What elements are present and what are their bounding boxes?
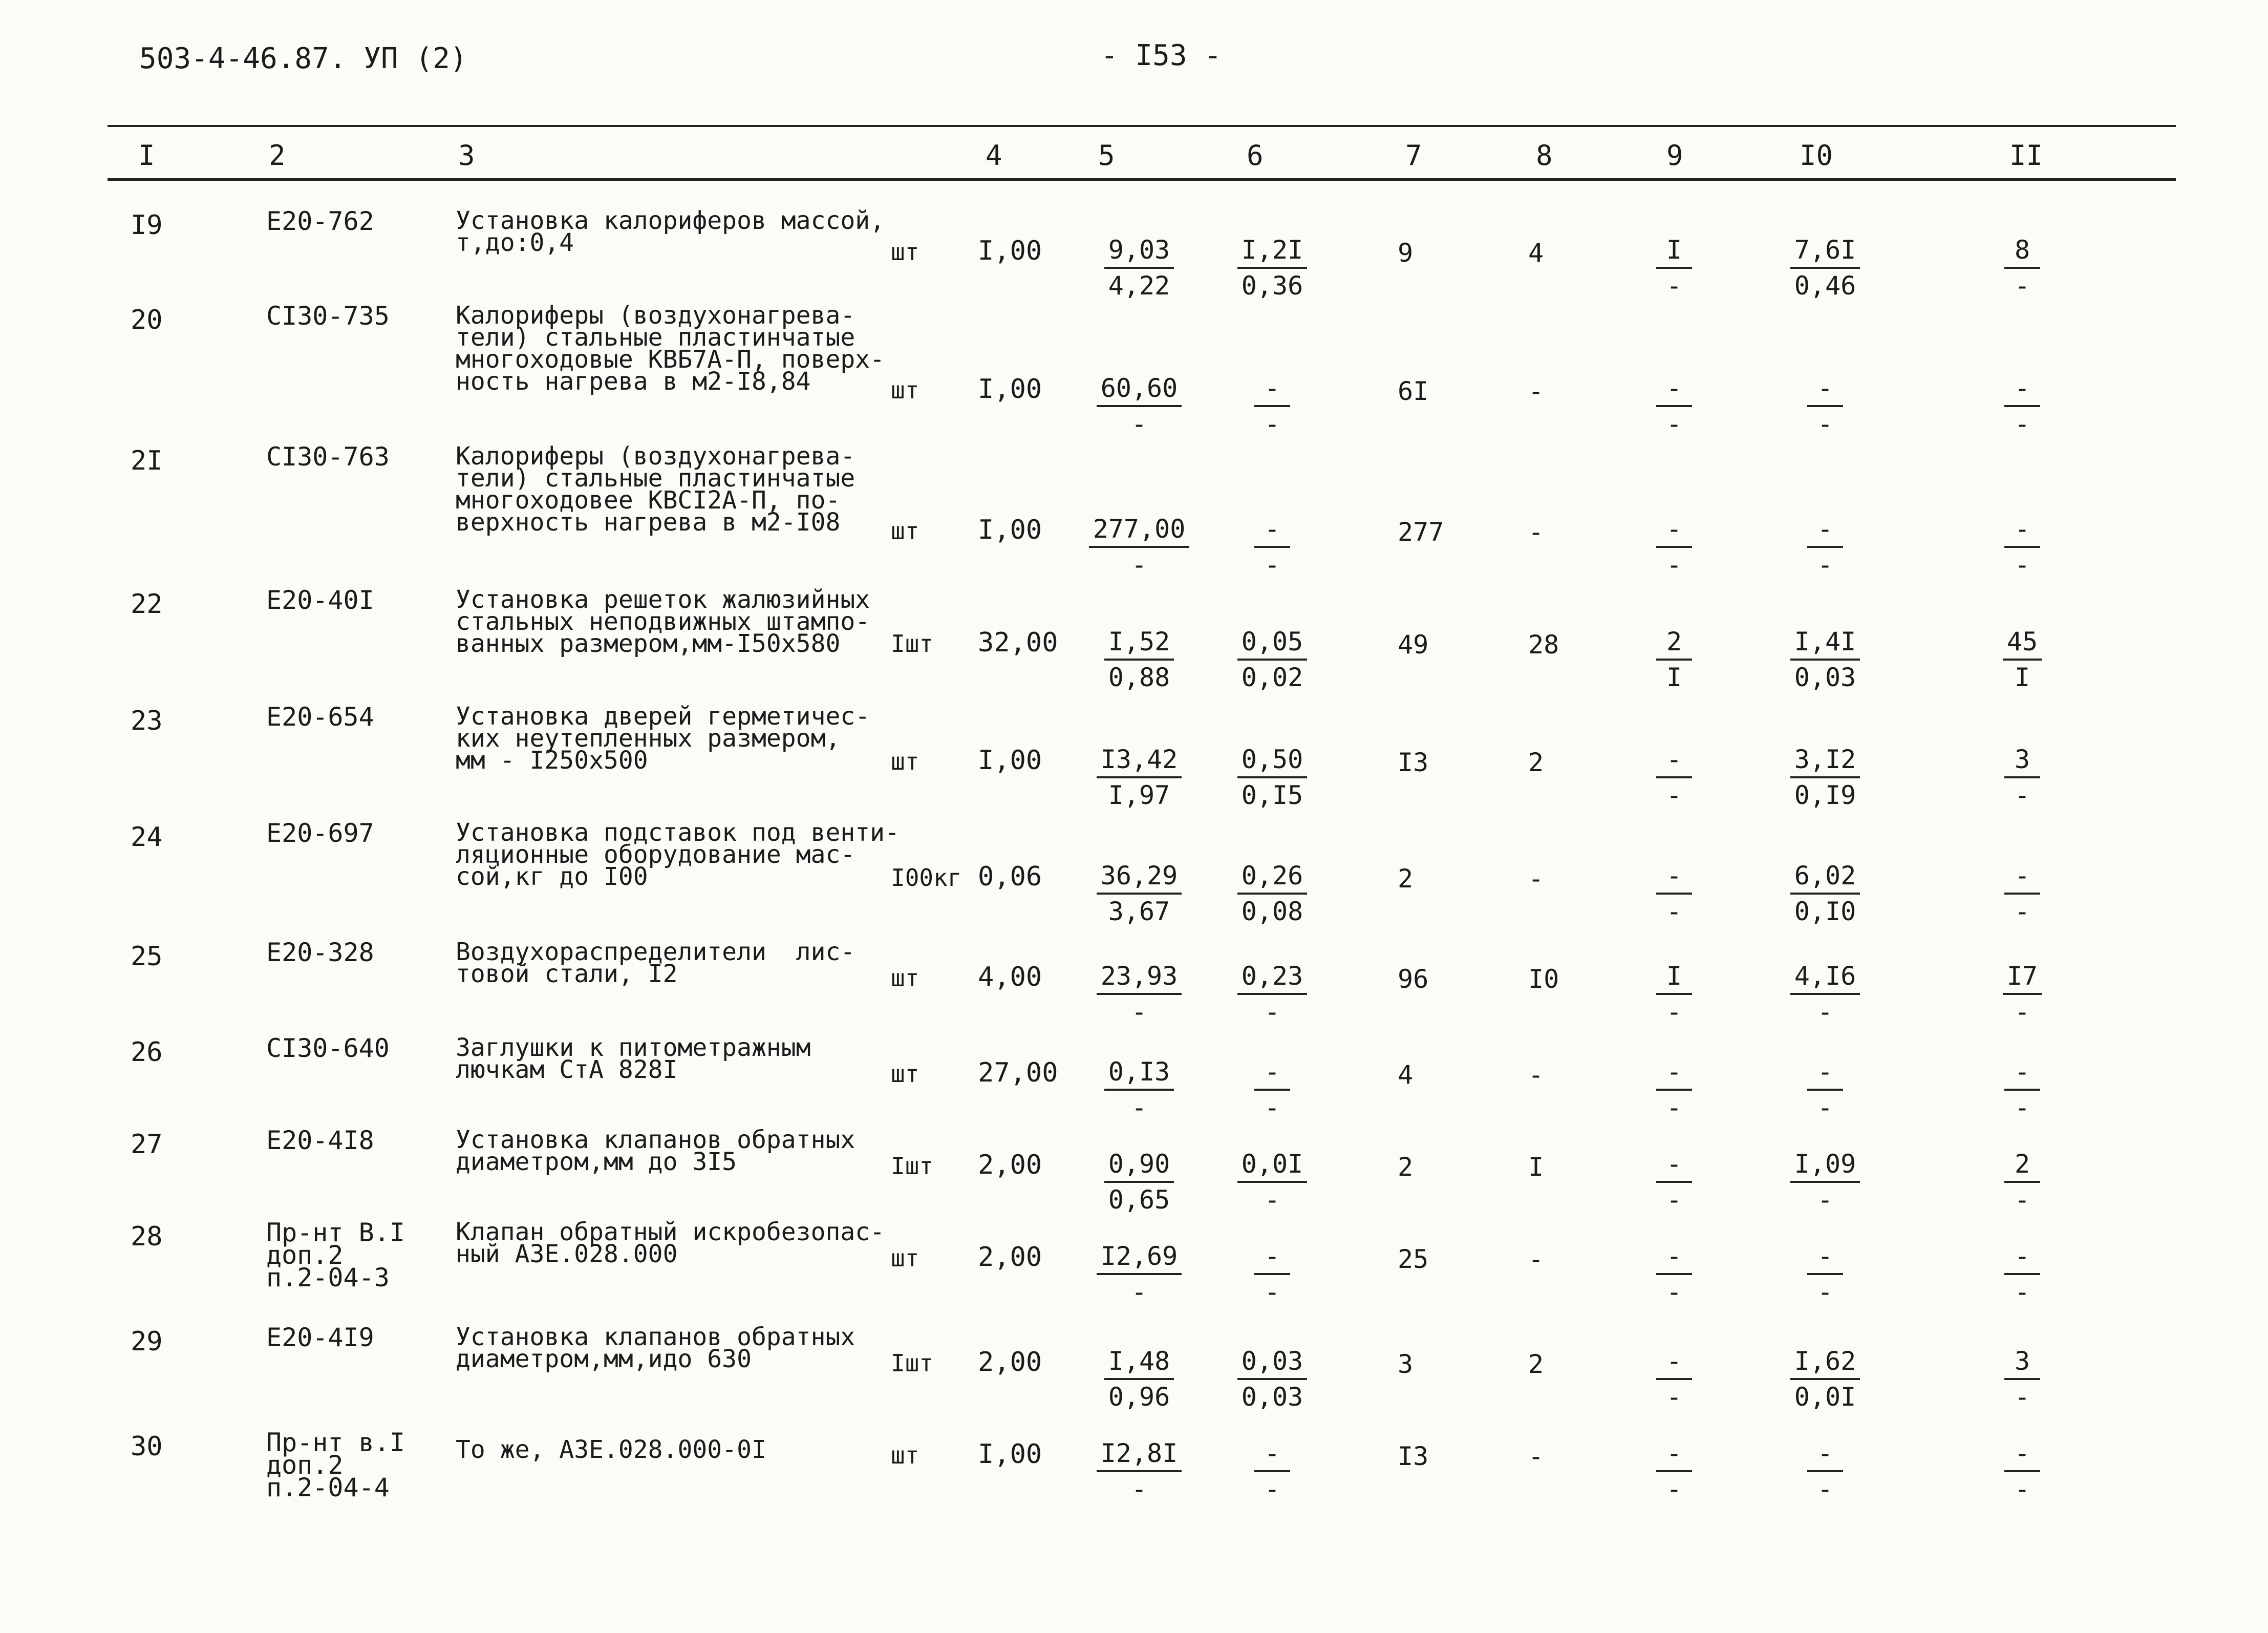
price-code: Пр-нт В.I доп.2 п.2-04-3 bbox=[266, 1218, 405, 1292]
col9-value: I - bbox=[1654, 233, 1695, 303]
col6-value: - - bbox=[1234, 371, 1311, 441]
col8-value: - bbox=[1528, 1244, 1544, 1274]
col6-value: $\frac{I,2I}{0,36}$ bbox=[1234, 233, 1311, 303]
col9-value: - - bbox=[1654, 371, 1695, 441]
col5-value: $\frac{I3,42}{I,97}$ bbox=[1088, 743, 1190, 812]
row-number: 27 bbox=[131, 1129, 163, 1160]
column-header-6: 6 bbox=[1247, 139, 1264, 172]
col9-value: - - bbox=[1654, 512, 1695, 582]
col11-value: - - bbox=[1997, 1055, 2048, 1125]
column-header-2: 2 bbox=[269, 139, 286, 172]
col5-value: $\frac{0,90}{0,65}$ bbox=[1088, 1147, 1190, 1217]
col7-value: I3 bbox=[1398, 1441, 1429, 1471]
col6-value: $\frac{0,03}{0,03}$ bbox=[1234, 1344, 1311, 1414]
col7-value: 49 bbox=[1398, 630, 1429, 660]
col11-value: I7 - bbox=[1997, 959, 2048, 1029]
work-description: То же, АЗЕ.028.000-0I bbox=[456, 1435, 766, 1464]
price-code: Е20-4I9 bbox=[266, 1323, 374, 1352]
work-description: Калориферы (воздухонагрева- тели) стальные пластинчатые многоходовее КВСI2А-П, по- верхность нагрева в м2-I08 bbox=[456, 442, 855, 537]
document-code: 503-4-46.87. УП (2) bbox=[139, 42, 467, 75]
row-number: 2I bbox=[131, 446, 163, 476]
col8-value: 2 bbox=[1528, 748, 1544, 777]
unit: I00кг bbox=[891, 864, 962, 892]
price-code: СI30-763 bbox=[266, 442, 390, 472]
col9-value: - - bbox=[1654, 859, 1695, 928]
unit: Iшт bbox=[891, 1349, 934, 1377]
col7-value: 4 bbox=[1398, 1060, 1414, 1090]
price-code: Е20-328 bbox=[266, 938, 374, 967]
col11-value: - - bbox=[1997, 859, 2048, 928]
work-description: Установка решеток жалюзийных стальных неподвижных штампо- ванных размером,мм-I50х580 bbox=[456, 585, 870, 658]
col8-value: - bbox=[1528, 517, 1544, 547]
col6-value: - - bbox=[1234, 1055, 1311, 1125]
row-number: 28 bbox=[131, 1221, 163, 1252]
column-header-7: 7 bbox=[1405, 139, 1422, 172]
col10-value: $\frac{6,02}{0,I0}$ bbox=[1782, 859, 1869, 928]
work-description: Воздухораспределители лис- товой стали, I2 bbox=[456, 938, 855, 988]
col10-value: $\frac{I,4I}{0,03}$ bbox=[1782, 625, 1869, 694]
col6-value: $\frac{0,05}{0,02}$ bbox=[1234, 625, 1311, 694]
column-header-4: 4 bbox=[986, 139, 1002, 172]
quantity: 32,00 bbox=[978, 627, 1058, 658]
table-row bbox=[0, 1033, 2268, 1139]
row-number: 22 bbox=[131, 589, 163, 620]
col6-value: 0,23 - bbox=[1234, 959, 1311, 1029]
price-code: Е20-697 bbox=[266, 818, 374, 848]
col11-value: - - bbox=[1997, 512, 2048, 582]
col7-value: 3 bbox=[1398, 1349, 1414, 1379]
quantity: I,00 bbox=[978, 1439, 1042, 1470]
table-row bbox=[0, 1428, 2268, 1534]
unit: шт bbox=[891, 1244, 919, 1272]
quantity: 2,00 bbox=[978, 1242, 1042, 1273]
col8-value: I bbox=[1528, 1152, 1544, 1182]
col8-value: - bbox=[1528, 864, 1544, 894]
col5-value: 23,93 - bbox=[1088, 959, 1190, 1029]
unit: Iшт bbox=[891, 630, 934, 658]
table-row bbox=[0, 206, 2268, 312]
unit: Iшт bbox=[891, 1152, 934, 1180]
unit: шт bbox=[891, 376, 919, 404]
table-row bbox=[0, 301, 2268, 439]
header-rule bbox=[108, 178, 2176, 181]
column-header-5: 5 bbox=[1098, 139, 1115, 172]
table-row bbox=[0, 818, 2268, 926]
col9-value: - - bbox=[1654, 743, 1695, 812]
table-row bbox=[0, 585, 2268, 692]
col11-value: 3 - bbox=[1997, 1344, 2048, 1414]
table-row bbox=[0, 938, 2268, 1044]
col8-value: 28 bbox=[1528, 630, 1559, 660]
col8-value: 4 bbox=[1528, 238, 1544, 268]
col5-value: $\frac{I,48}{0,96}$ bbox=[1088, 1344, 1190, 1414]
col11-value: - - bbox=[1997, 1239, 2048, 1309]
col6-value: $\frac{0,26}{0,08}$ bbox=[1234, 859, 1311, 928]
col9-value: - - bbox=[1654, 1436, 1695, 1506]
col5-value: I2,69 - bbox=[1088, 1239, 1190, 1309]
col10-value: $\frac{3,I2}{0,I9}$ bbox=[1782, 743, 1869, 812]
col11-value: 3 - bbox=[1997, 743, 2048, 812]
quantity: I,00 bbox=[978, 515, 1042, 545]
table-row bbox=[0, 1323, 2268, 1429]
col8-value: - bbox=[1528, 1441, 1544, 1471]
col7-value: 277 bbox=[1398, 517, 1444, 547]
price-code: Е20-654 bbox=[266, 702, 374, 732]
col8-value: - bbox=[1528, 1060, 1544, 1090]
row-number: 25 bbox=[131, 941, 163, 972]
col10-value: - - bbox=[1782, 512, 1869, 582]
col5-value: I2,8I - bbox=[1088, 1436, 1190, 1506]
quantity: I,00 bbox=[978, 745, 1042, 776]
col6-value: 0,0I - bbox=[1234, 1147, 1311, 1217]
col9-value: - - bbox=[1654, 1344, 1695, 1414]
col7-value: 25 bbox=[1398, 1244, 1429, 1274]
work-description: Установка калориферов массой, т,до:0,4 bbox=[456, 206, 885, 257]
top-rule bbox=[108, 125, 2176, 127]
column-header-9: 9 bbox=[1666, 139, 1683, 172]
work-description: Установка дверей герметичес- ких неутепленных размером, мм - I250х500 bbox=[456, 702, 870, 775]
quantity: 4,00 bbox=[978, 962, 1042, 992]
unit: шт bbox=[891, 1060, 919, 1088]
col5-value: 0,I3 - bbox=[1088, 1055, 1190, 1125]
column-header-11: II bbox=[2009, 139, 2043, 172]
price-code: Е20-40I bbox=[266, 585, 374, 615]
col7-value: I3 bbox=[1398, 748, 1429, 777]
price-code: Е20-762 bbox=[266, 206, 374, 236]
col7-value: 9 bbox=[1398, 238, 1414, 268]
col10-value: - - bbox=[1782, 1239, 1869, 1309]
row-number: I9 bbox=[131, 210, 163, 241]
row-number: 23 bbox=[131, 706, 163, 736]
col5-value: 60,60 - bbox=[1088, 371, 1190, 441]
col11-value: 2 - bbox=[1997, 1147, 2048, 1217]
col8-value: 2 bbox=[1528, 1349, 1544, 1379]
unit: шт bbox=[891, 964, 919, 992]
col10-value: 4,I6 - bbox=[1782, 959, 1869, 1029]
col10-value: I,09 - bbox=[1782, 1147, 1869, 1217]
col10-value: $\frac{7,6I}{0,46}$ bbox=[1782, 233, 1869, 303]
unit: шт bbox=[891, 238, 919, 266]
work-description: Калориферы (воздухонагрева- тели) стальные пластинчатые многоходовые КВБ7А-П, поверх- ность нагрева в м2-I8,84 bbox=[456, 301, 885, 396]
work-description: Клапан обратный искробезопас- ный АЗЕ.028.000 bbox=[456, 1218, 885, 1268]
quantity: 27,00 bbox=[978, 1057, 1058, 1088]
unit: шт bbox=[891, 517, 919, 545]
table-row bbox=[0, 442, 2268, 580]
col10-value: - - bbox=[1782, 1436, 1869, 1506]
col6-value: - - bbox=[1234, 512, 1311, 582]
quantity: I,00 bbox=[978, 236, 1042, 266]
col10-value: $\frac{I,62}{0,0I}$ bbox=[1782, 1344, 1869, 1414]
col11-value: 8 - bbox=[1997, 233, 2048, 303]
col9-value: - - bbox=[1654, 1055, 1695, 1125]
work-description: Установка подставок под венти- ляционные оборудование мас- сой,кг до I00 bbox=[456, 818, 900, 891]
column-header-10: I0 bbox=[1800, 139, 1833, 172]
price-code: Е20-4I8 bbox=[266, 1126, 374, 1155]
row-number: 24 bbox=[131, 822, 163, 853]
table-row bbox=[0, 1218, 2268, 1324]
work-description: Установка клапанов обратных диаметром,мм до 3I5 bbox=[456, 1126, 855, 1176]
quantity: 0,06 bbox=[978, 861, 1042, 892]
quantity: I,00 bbox=[978, 374, 1042, 405]
col5-value: 277,00 - bbox=[1088, 512, 1190, 582]
row-number: 30 bbox=[131, 1431, 163, 1462]
col5-value: $\frac{I,52}{0,88}$ bbox=[1088, 625, 1190, 694]
work-description: Установка клапанов обратных диаметром,мм,идо 630 bbox=[456, 1323, 855, 1373]
col11-value: - - bbox=[1997, 371, 2048, 441]
table-row bbox=[0, 702, 2268, 810]
row-number: 29 bbox=[131, 1326, 163, 1357]
unit: шт bbox=[891, 748, 919, 775]
col11-value: - - bbox=[1997, 1436, 2048, 1506]
col10-value: - - bbox=[1782, 371, 1869, 441]
col7-value: 96 bbox=[1398, 964, 1429, 994]
col9-value: - - bbox=[1654, 1239, 1695, 1309]
page-number: - I53 - bbox=[1101, 39, 1222, 72]
price-code: Пр-нт в.I доп.2 п.2-04-4 bbox=[266, 1428, 405, 1502]
col8-value: - bbox=[1528, 376, 1544, 406]
column-header-8: 8 bbox=[1536, 139, 1553, 172]
column-header-3: 3 bbox=[458, 139, 475, 172]
col10-value: - - bbox=[1782, 1055, 1869, 1125]
price-code: СI30-735 bbox=[266, 301, 390, 331]
col8-value: I0 bbox=[1528, 964, 1559, 994]
quantity: 2,00 bbox=[978, 1150, 1042, 1180]
col6-value: - - bbox=[1234, 1239, 1311, 1309]
price-code: СI30-640 bbox=[266, 1033, 390, 1063]
col11-value: $\frac{45}{I}$ bbox=[1997, 625, 2048, 694]
col9-value: - - bbox=[1654, 1147, 1695, 1217]
col9-value: $\frac{2}{I}$ bbox=[1654, 625, 1695, 694]
work-description: Заглушки к питометражным лючкам СтА 828I bbox=[456, 1033, 811, 1084]
col9-value: I - bbox=[1654, 959, 1695, 1029]
col7-value: 2 bbox=[1398, 864, 1414, 894]
col6-value: - - bbox=[1234, 1436, 1311, 1506]
col5-value: $\frac{36,29}{3,67}$ bbox=[1088, 859, 1190, 928]
col7-value: 2 bbox=[1398, 1152, 1414, 1182]
col6-value: $\frac{0,50}{0,I5}$ bbox=[1234, 743, 1311, 812]
quantity: 2,00 bbox=[978, 1347, 1042, 1377]
table-row bbox=[0, 1126, 2268, 1232]
column-header-1: I bbox=[138, 139, 155, 172]
col7-value: 6I bbox=[1398, 376, 1429, 406]
row-number: 20 bbox=[131, 305, 163, 335]
col5-value: $\frac{9,03}{4,22}$ bbox=[1088, 233, 1190, 303]
unit: шт bbox=[891, 1441, 919, 1469]
row-number: 26 bbox=[131, 1037, 163, 1068]
